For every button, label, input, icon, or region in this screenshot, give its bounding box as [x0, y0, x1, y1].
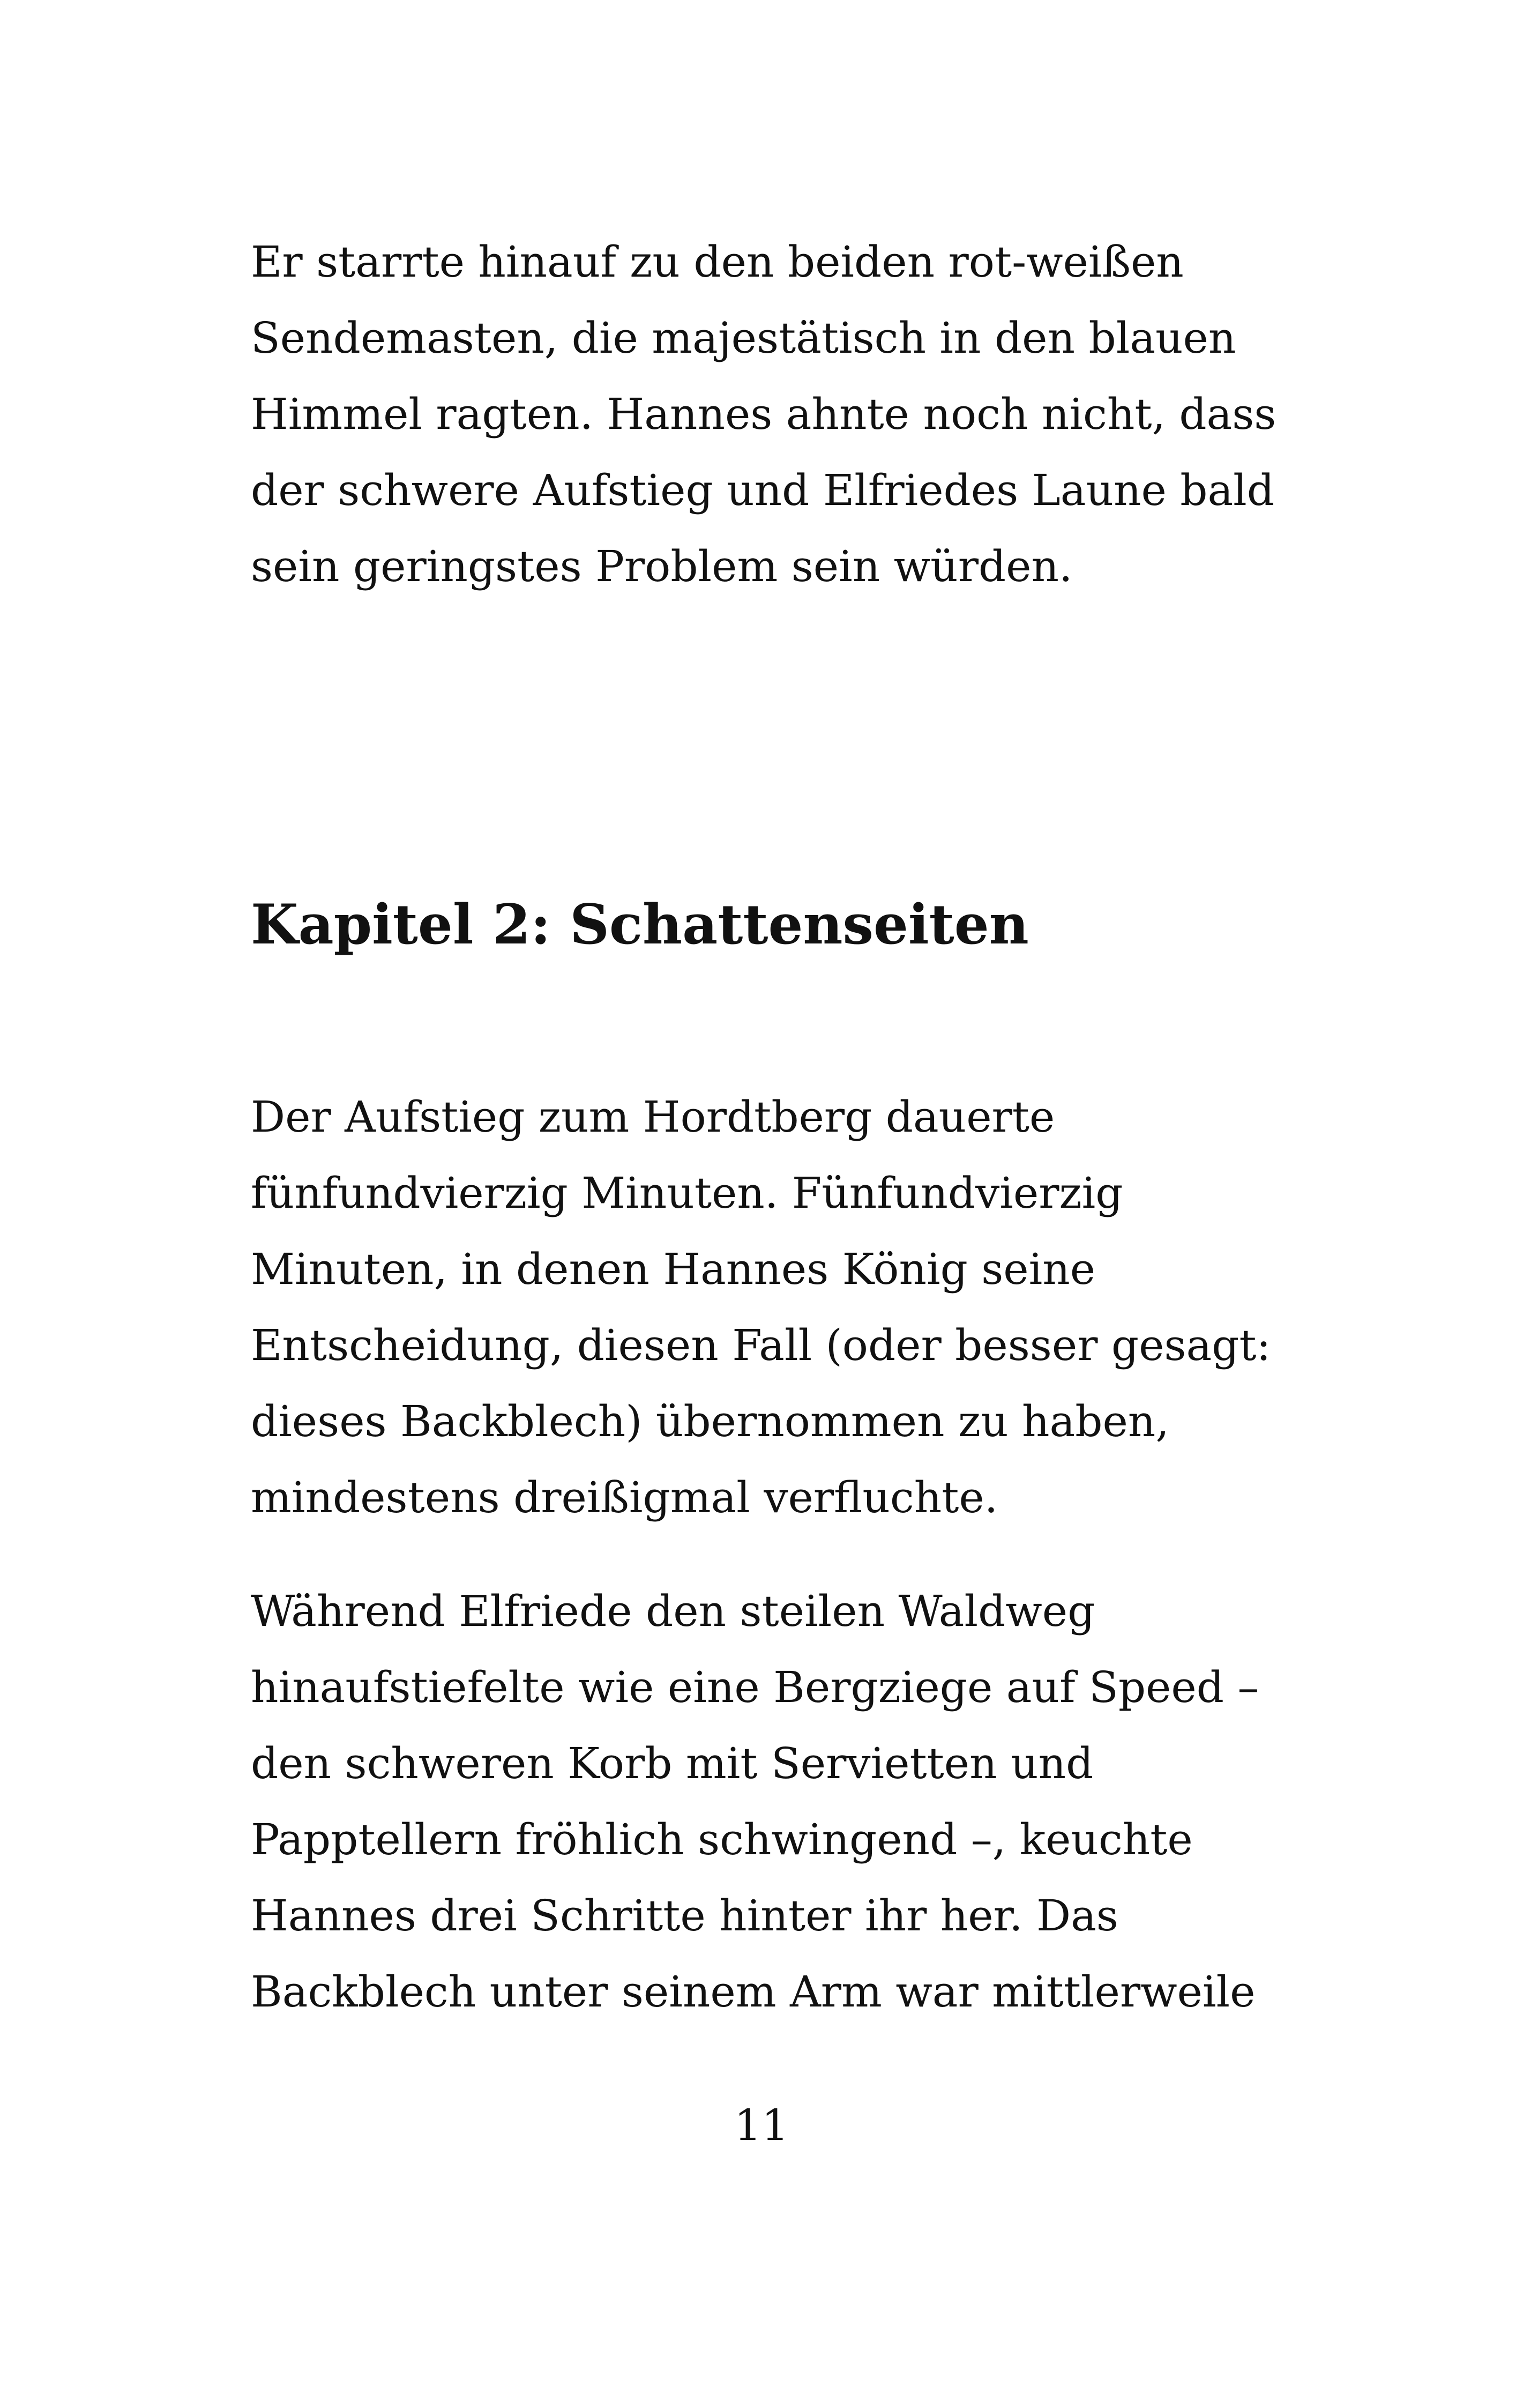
- text-line: Entscheidung, diesen Fall (oder besser gesagt:: [251, 1320, 1271, 1370]
- text-line: Papptellern fröhlich schwingend –, keuchte: [251, 1815, 1193, 1864]
- text-line: hinaufstiefelte wie eine Bergziege auf Speed –: [251, 1662, 1259, 1712]
- text-line: den schweren Korb mit Servietten und: [251, 1738, 1094, 1788]
- text-line: Himmel ragten. Hannes ahnte noch nicht, dass: [251, 389, 1276, 439]
- text-line: Sendemasten, die majestätisch in den blauen: [251, 313, 1236, 363]
- text-line: mindestens dreißigmal verfluchte.: [251, 1473, 998, 1522]
- paragraph-1: [251, 224, 1280, 605]
- text-line: Er starrte hinauf zu den beiden rot-weißen: [251, 237, 1184, 287]
- page-number: 11: [734, 2100, 789, 2150]
- text-line: Während Elfriede den steilen Waldweg: [251, 1586, 1095, 1636]
- text-line: Der Aufstieg zum Hordtberg dauerte: [251, 1092, 1055, 1142]
- paragraph-3: [251, 1573, 1280, 2030]
- text-line: sein geringstes Problem sein würden.: [251, 541, 1073, 591]
- chapter-heading: Kapitel 2: Schattenseiten: [251, 893, 1029, 957]
- text-line: der schwere Aufstieg und Elfriedes Laune bald: [251, 465, 1274, 515]
- text-line: Minuten, in denen Hannes König seine: [251, 1244, 1096, 1294]
- paragraph-2: [251, 1079, 1280, 1536]
- text-line: Hannes drei Schritte hinter ihr her. Das: [251, 1891, 1118, 1941]
- text-line: Backblech unter seinem Arm war mittlerweile: [251, 1967, 1256, 2017]
- text-line: fünfundvierzig Minuten. Fünfundvierzig: [251, 1168, 1123, 1218]
- text-line: dieses Backblech) übernommen zu haben,: [251, 1396, 1169, 1446]
